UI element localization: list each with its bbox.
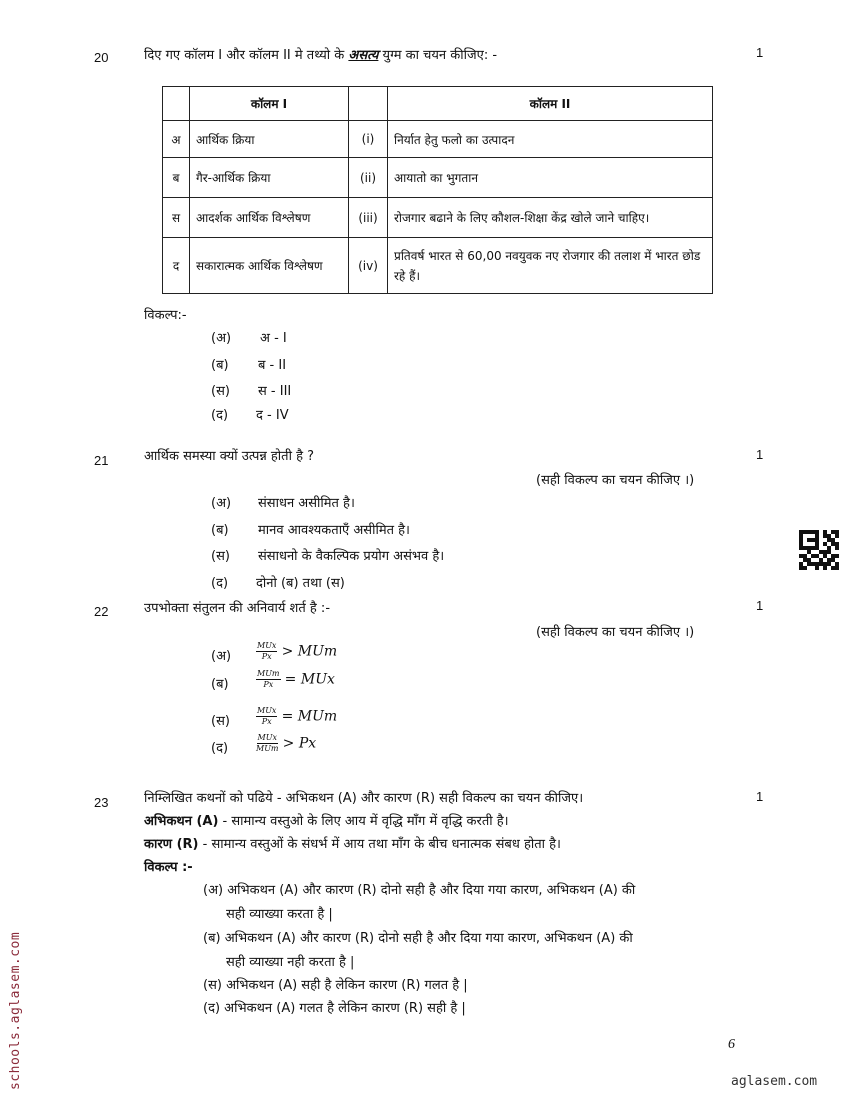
table-row	[163, 198, 713, 238]
option-line: (द) अभिकथन (A) गलत है लेकिन कारण (R) सही है |	[203, 1001, 466, 1016]
option-line: (अ) अभिकथन (A) और कारण (R) दोनो सही है और दिया गया कारण, अभिकथन (A) की	[203, 883, 636, 898]
fraction	[256, 641, 277, 662]
footer-site: aglasem.com	[731, 1074, 818, 1089]
assertion	[144, 811, 509, 829]
option-formula	[256, 706, 337, 727]
option-key: (द)	[211, 408, 229, 423]
option-value: अ - I	[260, 331, 287, 346]
question-hint: (सही विकल्प का चयन कीजिए ।)	[536, 473, 695, 488]
question-text: उपभोक्ता संतुलन की अनिवार्य शर्त है :-	[144, 601, 331, 616]
row-col1: आर्थिक क्रिया	[190, 121, 349, 158]
fraction-numerator: MUx	[257, 706, 277, 715]
question-number: 21	[94, 453, 109, 468]
formula-rest: = MUx	[284, 671, 335, 688]
fraction	[256, 733, 279, 754]
qr-code-icon	[799, 530, 839, 570]
option-value: द - IV	[256, 408, 289, 423]
option-key: (स)	[211, 714, 230, 729]
table-header-row	[163, 87, 713, 121]
formula-rest: > MUm	[281, 643, 338, 660]
fraction	[256, 669, 281, 690]
table-row	[163, 238, 713, 294]
option-key: (अ)	[211, 496, 232, 511]
option-key: (ब)	[211, 358, 229, 373]
option-value: ब - II	[258, 358, 287, 373]
question-marks: 1	[756, 447, 764, 462]
option-key: (स)	[211, 384, 230, 399]
fraction-numerator: MUx	[257, 641, 277, 650]
question-number: 23	[94, 795, 109, 810]
question-marks: 1	[756, 789, 764, 804]
question-text: निम्लिखित कथनों को पढिये - अभिकथन (A) और कारण (R) सही विकल्प का चयन कीजिए।	[144, 791, 584, 806]
row-key: अ	[163, 121, 190, 158]
row-roman: (iv)	[349, 238, 388, 294]
row-col1: आदर्शक आर्थिक विश्लेषण	[190, 198, 349, 238]
question-number: 22	[94, 604, 109, 619]
option-line: (स) अभिकथन (A) सही है लेकिन कारण (R) गलत है |	[203, 978, 468, 993]
option-line: (ब) अभिकथन (A) और कारण (R) दोनो सही है और दिया गया कारण, अभिकथन (A) की	[203, 931, 633, 946]
match-table	[162, 86, 713, 294]
question-text: आर्थिक समस्या क्यों उत्पन्न होती है ?	[144, 449, 315, 464]
options-label: विकल्प :-	[144, 860, 193, 875]
question-hint: (सही विकल्प का चयन कीजिए ।)	[536, 625, 695, 640]
row-roman: (ii)	[349, 158, 388, 198]
row-col2: निर्यात हेतु फलो का उत्पादन	[388, 121, 713, 158]
option-formula	[256, 733, 316, 754]
question-marks: 1	[756, 45, 764, 60]
question-number: 20	[94, 50, 109, 65]
row-col1: सकारात्मक आर्थिक विश्लेषण	[190, 238, 349, 294]
table-header-blank	[163, 87, 190, 121]
row-col2: रोजगार बढाने के लिए कौशल-शिक्षा केंद्र खोले जाने चाहिए।	[388, 198, 713, 238]
row-roman: (i)	[349, 121, 388, 158]
question-text-part: युग्म का चयन कीजिए: -	[378, 48, 498, 63]
option-value: स - III	[258, 384, 292, 399]
option-key: (ब)	[211, 677, 229, 692]
assertion-label: अभिकथन (A)	[144, 814, 219, 829]
fraction-denominator: Px	[261, 717, 272, 726]
table-header-blank	[349, 87, 388, 121]
fraction	[256, 706, 277, 727]
question-emphasis: असत्य	[348, 48, 379, 63]
option-key: (स)	[211, 549, 230, 564]
option-value: दोनो (ब) तथा (स)	[256, 576, 345, 591]
question-marks: 1	[756, 598, 764, 613]
side-watermark: schools.aglasem.com	[8, 931, 23, 1090]
fraction-denominator: MUm	[256, 744, 279, 753]
table-header-col1: कॉलम I	[190, 87, 349, 121]
row-key: द	[163, 238, 190, 294]
page-number: 6	[728, 1037, 735, 1052]
fraction-denominator: Px	[261, 652, 272, 661]
table-row	[163, 158, 713, 198]
option-key: (अ)	[211, 331, 232, 346]
row-roman: (iii)	[349, 198, 388, 238]
options-label: विकल्प:-	[144, 308, 187, 323]
option-key: (द)	[211, 576, 229, 591]
reason-text: - सामान्य वस्तुओं के संधर्भ में आय तथा माँग के बीच धनात्मक संबध होता है।	[198, 837, 561, 852]
option-value: संसाधनो के वैकल्पिक प्रयोग असंभव है।	[258, 549, 445, 564]
row-col2: आयातो का भुगतान	[388, 158, 713, 198]
table-row	[163, 121, 713, 158]
fraction-denominator: Px	[263, 680, 274, 689]
row-key: ब	[163, 158, 190, 198]
option-line: सही व्याख्या करता है |	[226, 907, 333, 922]
row-key: स	[163, 198, 190, 238]
option-value: संसाधन असीमित है।	[258, 496, 355, 511]
assertion-text: - सामान्य वस्तुओ के लिए आय में वृद्धि माँग में वृद्धि करती है।	[218, 814, 509, 829]
option-formula	[256, 641, 337, 662]
fraction-numerator: MUm	[257, 669, 280, 678]
reason	[144, 834, 561, 852]
question-text-part: दिए गए कॉलम I और कॉलम II मे तथ्यो के	[144, 48, 349, 63]
reason-label: कारण (R)	[144, 837, 199, 852]
option-key: (द)	[211, 741, 229, 756]
question-text	[144, 45, 497, 63]
formula-rest: > Px	[282, 735, 317, 752]
option-formula	[256, 669, 335, 690]
option-key: (ब)	[211, 523, 229, 538]
row-col2: प्रतिवर्ष भारत से 60,00 नवयुवक नए रोजगार की तलाश में भारत छोड रहे हैं।	[388, 238, 713, 294]
formula-rest: = MUm	[281, 708, 338, 725]
option-line: सही व्याख्या नही करता है |	[226, 955, 355, 970]
table-header-col2: कॉलम II	[388, 87, 713, 121]
option-key: (अ)	[211, 649, 232, 664]
row-col1: गैर-आर्थिक क्रिया	[190, 158, 349, 198]
fraction-numerator: MUx	[257, 733, 277, 742]
option-value: मानव आवश्यकताएँ असीमित है।	[258, 523, 410, 538]
